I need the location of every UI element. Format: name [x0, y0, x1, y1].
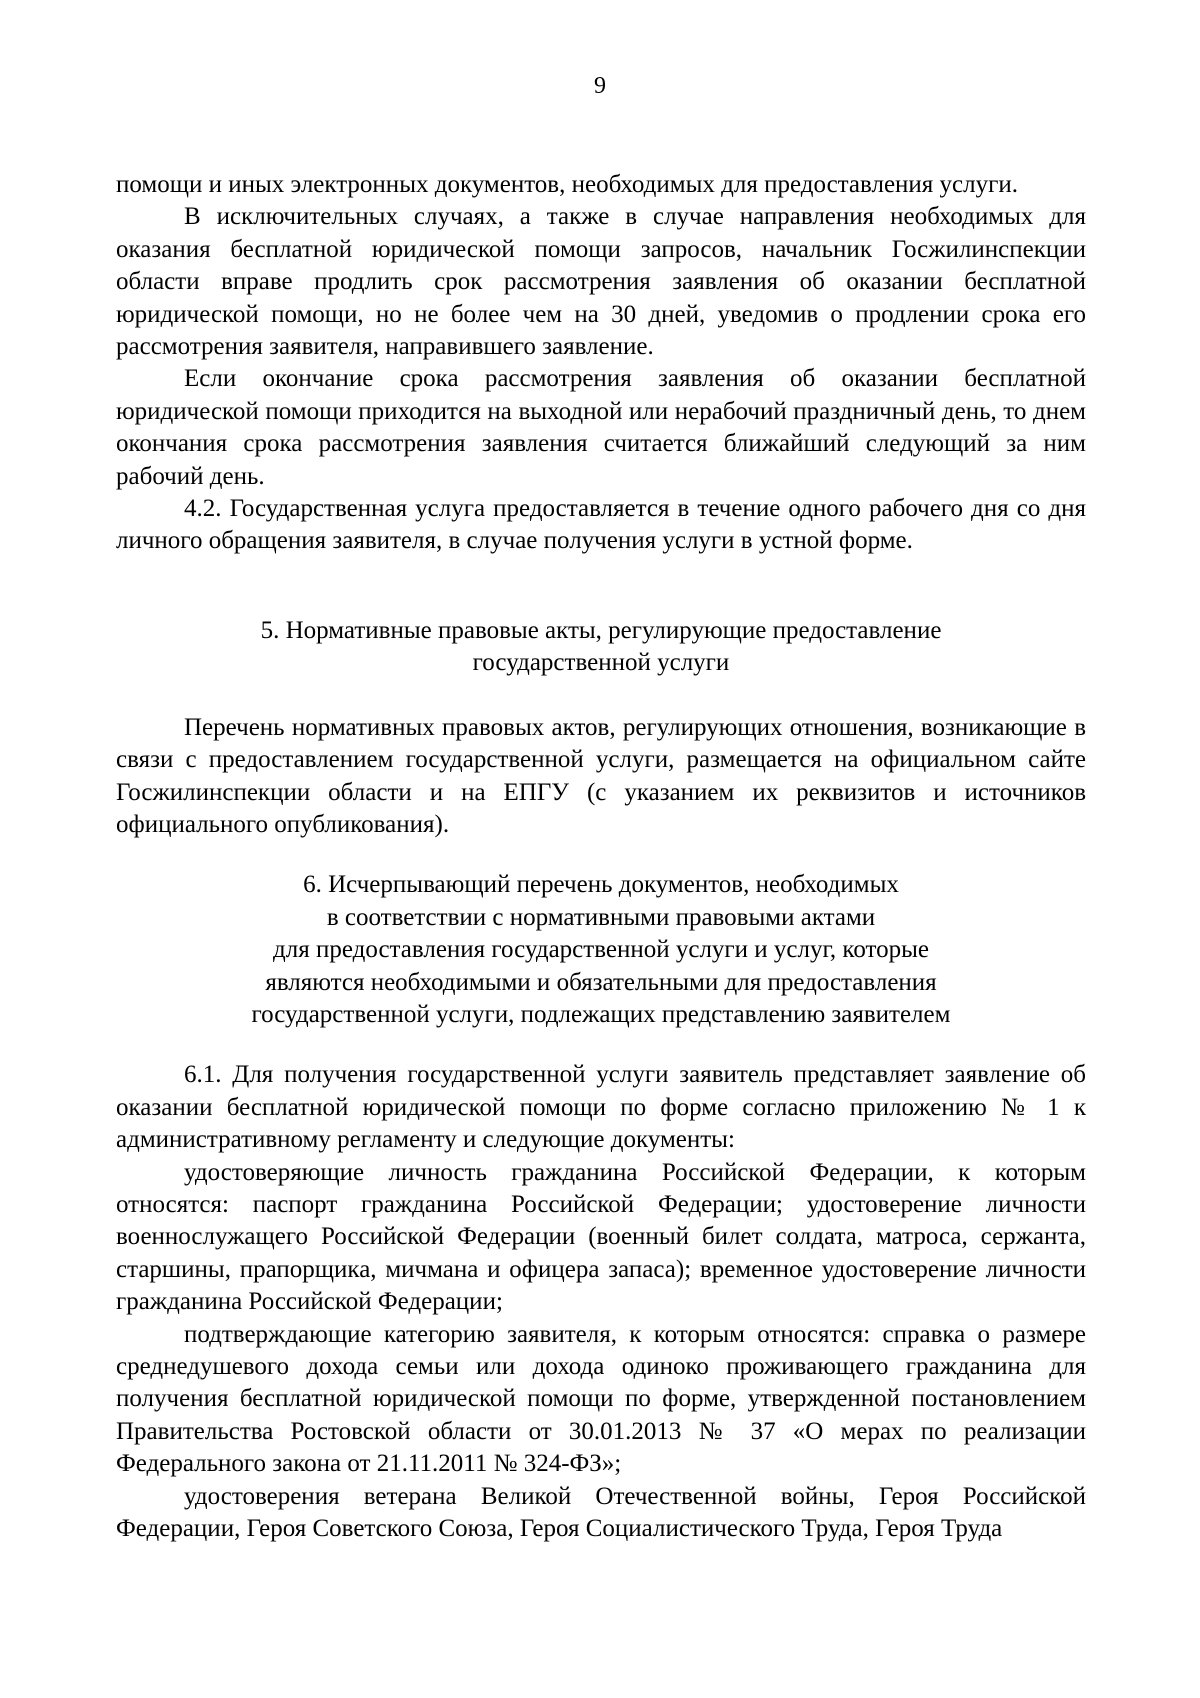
- section-6-heading-line: для предоставления государственной услуги и услуг, которые: [273, 936, 929, 964]
- section-6-heading-line: государственной услуги, подлежащих представлению заявителем: [251, 1000, 951, 1028]
- section-6-heading: [116, 869, 1086, 1031]
- section-spacer: [116, 558, 1086, 615]
- paragraph-identity-documents: удостоверяющие личность гражданина Российской Федерации, к которым относятся: паспорт гражданина Российской Федерации; удостоверение личности военнослужащего Российской Федерации (военный билет солдата, матроса, сержанта, старшины, прапорщика, мичмана и офицера запаса); временное удостоверение личности гражданина Российской Федерации;: [116, 1158, 1086, 1316]
- document-body: [116, 169, 1086, 1545]
- paragraph-holiday-rule: Если окончание срока рассмотрения заявления об оказании бесплатной юридической помощи приходится на выходной или нерабочий праздничный день, то днем окончания срока рассмотрения заявления считается ближайший следующий за ним рабочий день.: [116, 365, 1086, 490]
- paragraph-extension-of-term: В исключительных случаях, а также в случае направления необходимых для оказания бесплатной юридической помощи запросов, начальник Госжилинспекции области вправе продлить срок рассмотрения заявления об оказании бесплатной юридической помощи, но не более чем на 30 дней, уведомив о продлении срока его рассмотрения заявителя, направившего заявление.: [116, 203, 1086, 361]
- paragraph-4-2: 4.2. Государственная услуга предоставляется в течение одного рабочего дня со дня личного обращения заявителя, в случае получения услуги в устной форме.: [116, 495, 1086, 555]
- section-5-paragraph: Перечень нормативных правовых актов, регулирующих отношения, возникающие в связи с предоставлением государственной услуги, размещается на официальном сайте Госжилинспекции области и на ЕПГУ (с указанием их реквизитов и источников официального опубликования).: [116, 713, 1086, 838]
- section-spacer: [116, 680, 1086, 712]
- page-number: 9: [594, 73, 606, 99]
- section-6-heading-line: 6. Исчерпывающий перечень документов, необходимых: [303, 871, 899, 899]
- paragraph-category-documents: подтверждающие категорию заявителя, к которым относятся: справка о размере среднедушевого дохода семьи или дохода одиноко проживающего гражданина для получения бесплатной юридической помощи по форме, утвержденной постановлением Правительства Ростовской области от 30.01.2013 № 37 «О мерах по реализации Федерального закона от 21.11.2011 № 324-ФЗ»;: [116, 1320, 1086, 1478]
- paragraph-continuation: помощи и иных электронных документов, необходимых для предоставления услуги.: [116, 171, 1019, 198]
- section-5-heading-line: 5. Нормативные правовые акты, регулирующие предоставление: [260, 616, 942, 644]
- paragraph-veteran-certificates: удостоверения ветерана Великой Отечественной войны, Героя Российской Федерации, Героя Советского Союза, Героя Социалистического Труда, Героя Труда: [116, 1482, 1086, 1543]
- section-5-heading-line: государственной услуги: [472, 649, 730, 677]
- section-6-heading-line: являются необходимыми и обязательными для предоставления: [265, 968, 937, 996]
- section-5-heading: [116, 615, 1086, 680]
- section-6-heading-line: в соответствии с нормативными правовыми актами: [326, 903, 876, 931]
- paragraph-6-1: 6.1. Для получения государственной услуги заявитель представляет заявление об оказании бесплатной юридической помощи по форме согласно приложению № 1 к административному регламенту и следующие документы:: [116, 1061, 1086, 1154]
- section-spacer: [116, 1031, 1086, 1059]
- section-spacer: [116, 841, 1086, 869]
